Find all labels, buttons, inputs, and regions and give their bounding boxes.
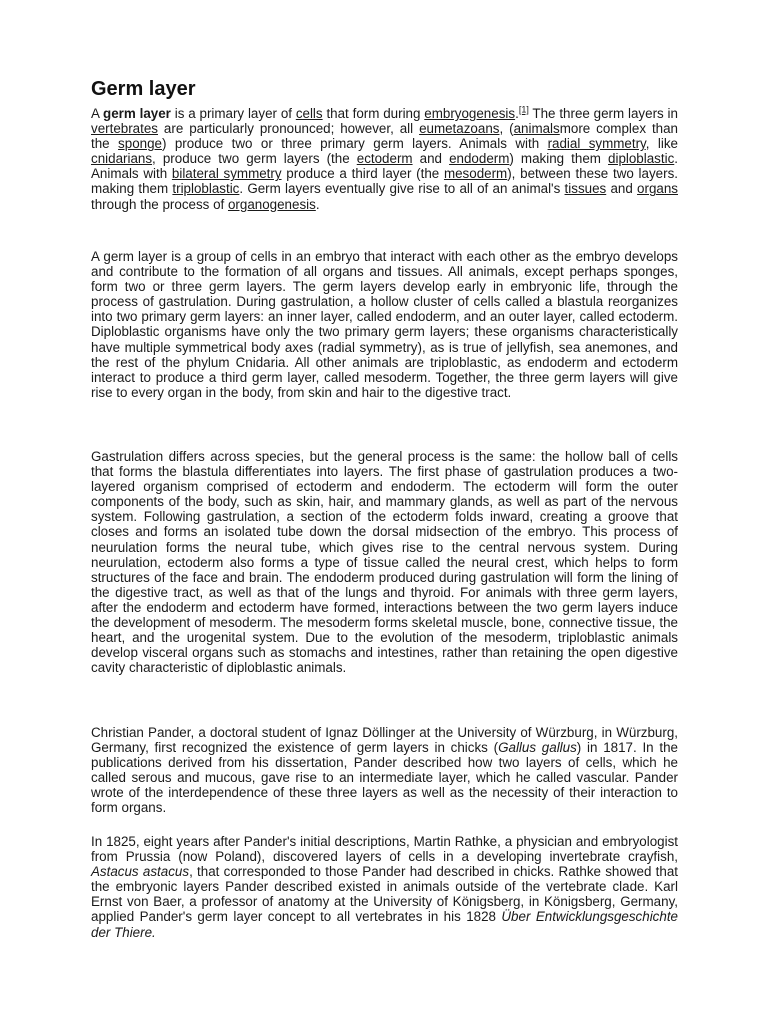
link-triploblastic[interactable]: triploblastic: [172, 181, 240, 197]
text-run: is a primary layer of: [170, 106, 296, 121]
bold-term: germ layer: [103, 106, 171, 121]
text-run: that form during: [322, 106, 425, 121]
link-radial-symmetry[interactable]: radial symmetry: [547, 136, 646, 152]
text-run: . Animals with: [91, 151, 678, 182]
text-run: , like: [645, 136, 678, 152]
link-organogenesis[interactable]: organogenesis: [227, 196, 316, 212]
link-animals[interactable]: animals: [513, 121, 560, 137]
link-diploblastic[interactable]: diploblastic: [608, 151, 675, 167]
link-mesoderm[interactable]: mesoderm: [443, 166, 508, 182]
page-title: Germ layer: [91, 78, 196, 100]
link-cnidarians[interactable]: cnidarians: [91, 151, 153, 167]
reference-link[interactable]: [1]: [518, 104, 529, 115]
book-title: Über Entwicklungsgeschichte der Thiere.: [91, 909, 678, 940]
text-run: produce a third layer (the: [281, 166, 444, 182]
text-run: through the process of: [91, 196, 228, 212]
text-run: ) produce two or three primary germ layers. Animals with: [161, 136, 548, 152]
text-run: and: [606, 181, 638, 197]
link-embryogenesis[interactable]: embryogenesis: [424, 106, 516, 121]
link-sponge[interactable]: sponge: [118, 136, 162, 152]
intro-paragraph: [91, 106, 678, 212]
link-endoderm[interactable]: endoderm: [449, 151, 510, 167]
link-organs[interactable]: organs: [637, 181, 678, 197]
text-run: Christian Pander, a doctoral student of Ignaz Döllinger at the University of Würzburg, in Würzburg, Germany, first recognized the existence of germ layers in chicks (: [91, 725, 678, 756]
text-run: ) in 1817. In the publications derived from his dissertation, Pander described how two layers of cells, which he called serous and mucous, gave rise to an intermediate layer, which he called vascular. Pander wrote of the interdependence of these three layers as well as the necessity of their interaction to form organs.: [91, 740, 678, 816]
gastrulation-paragraph: Gastrulation differs across species, but the general process is the same: the hollow ball of cells that forms the blastula differentiates into layers. The first phase of gastrulation produces a two-layered organism comprised of ectoderm and endoderm. The ectoderm will form the outer components of the body, such as skin, hair, and mammary glands, as well as part of the nervous system. Following gastrulation, a section of the ectoderm folds inward, creating a groove that closes and forms an isolated tube down the dorsal midsection of the embryo. This process of neurulation forms the neural tube, which gives rise to the central nervous system. During neurulation, ectoderm also forms a type of tissue called the neural crest, which helps to form structures of the face and brain. The endoderm produced during gastrulation will form the lining of the digestive tract, as well as that of the lungs and thyroid. For animals with three germ layers, after the endoderm and ectoderm have formed, interactions between the two germ layers induce the development of mesoderm. The mesoderm forms skeletal muscle, bone, connective tissue, the heart, and the urogenital system. Due to the evolution of the mesoderm, triploblastic animals develop visceral organs such as stomachs and intestines, rather than retaining the open digestive cavity characteristic of diploblastic animals.: [91, 449, 678, 676]
text-run: .: [315, 196, 320, 212]
text-run: .: [515, 106, 519, 121]
text-run: more complex than the: [91, 121, 679, 152]
text-run: , (: [499, 121, 514, 137]
link-eumetazoans[interactable]: eumetazoans: [419, 121, 500, 137]
text-run: A: [91, 106, 104, 121]
link-cells[interactable]: cells: [295, 106, 323, 121]
text-run: In 1825, eight years after Pander's initial descriptions, Martin Rathke, a physician and embryologist from Prussia (now Poland), discovered layers of cells in a developing invertebrate crayfish,: [91, 834, 678, 865]
text-run: ), between these two layers. making them: [91, 166, 678, 197]
germ-layer-definition-paragraph: A germ layer is a group of cells in an embryo that interact with each other as the embryo develops and contribute to the formation of all organs and tissues. All animals, except perhaps sponges, form two or three germ layers. The germ layers develop early in embryonic life, through the process of gastrulation. During gastrulation, a hollow cluster of cells called a blastula reorganizes into two primary germ layers: an inner layer, called endoderm, and an outer layer, called ectoderm. Diploblastic organisms have only the two primary germ layers; these organisms characteristically have multiple symmetrical body axes (radial symmetry), as is true of jellyfish, sea anemones, and the rest of the phylum Cnidaria. All other animals are triploblastic, as endoderm and ectoderm interact to produce a third germ layer, called mesoderm. Together, the three germ layers will give rise to every organ in the body, from skin and hair to the digestive tract.: [91, 249, 678, 400]
species-name: Astacus astacus: [91, 864, 190, 880]
link-vertebrates[interactable]: vertebrates: [91, 121, 158, 137]
pander-history-paragraph: [91, 725, 678, 816]
link-bilateral-symmetry[interactable]: bilateral symmetry: [171, 166, 282, 182]
text-run: ) making them: [509, 151, 609, 167]
text-run: , produce two germ layers (the: [152, 151, 357, 167]
rathke-history-paragraph: [91, 834, 678, 940]
link-tissues[interactable]: tissues: [564, 181, 607, 197]
text-run: , that corresponded to those Pander had described in chicks. Rathke showed that the embryonic layers Pander described existed in animals outside of the vertebrate clade. Karl Ernst von Baer, a professor of anatomy at the University of Königsberg, in Königsberg, Germany, applied Pander's germ layer concept to all vertebrates in his 1828: [91, 864, 678, 925]
text-run: are particularly pronounced; however, all: [158, 121, 420, 137]
text-run: The three germ layers in: [528, 106, 678, 121]
text-run: . Germ layers eventually give rise to all of an animal's: [239, 181, 565, 197]
link-ectoderm[interactable]: ectoderm: [356, 151, 413, 167]
text-run: and: [412, 151, 450, 167]
species-name: Gallus gallus: [498, 740, 577, 756]
